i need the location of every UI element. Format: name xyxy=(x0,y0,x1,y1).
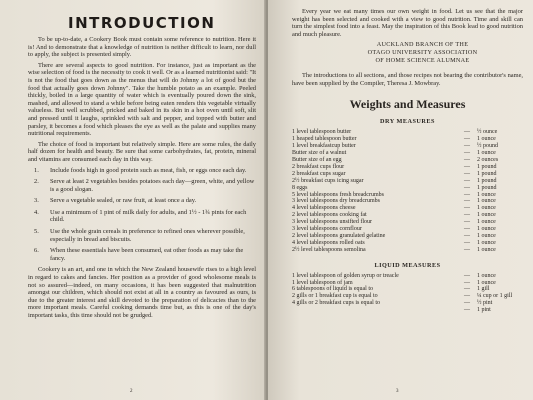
dash-separator: — xyxy=(464,205,470,212)
table-row xyxy=(292,164,523,171)
measure-cell: 2 breakfast cups sugar xyxy=(292,170,346,177)
dash-separator: — xyxy=(464,129,470,136)
dash-separator: — xyxy=(464,143,470,150)
table-row xyxy=(292,157,523,164)
dash-separator: — xyxy=(464,219,470,226)
dash-separator: — xyxy=(464,191,470,198)
equivalent-cell: 1 ounce xyxy=(477,150,496,157)
equivalent-cell: 2 ounces xyxy=(477,156,499,163)
equivalent-cell: 1 pint xyxy=(477,307,491,314)
table-row xyxy=(292,129,523,136)
measure-cell: 2½ level tablespoons semolina xyxy=(292,246,366,253)
measure-cell: 2 level tablespoons cooking fat xyxy=(292,212,367,219)
rule-text: When these essentials have been consumed, eat other foods as may take the fancy. xyxy=(50,247,244,262)
measure-cell: 2 level tablespoons granulated gelatine xyxy=(292,232,386,239)
dash-separator: — xyxy=(464,239,470,246)
equivalent-cell: 1 ounce xyxy=(477,212,496,219)
liquid-measures-title: LIQUID MEASURES xyxy=(374,261,441,269)
rules-list xyxy=(28,167,256,263)
measure-cell: 4 level tablespoons cheese xyxy=(292,205,356,212)
list-item: 3. Serve a vegetable sealed, or raw fruit, at least once a day. xyxy=(34,197,197,205)
table-row xyxy=(292,240,523,247)
equivalent-cell: 1 gill xyxy=(477,286,490,293)
association-line: AUCKLAND BRANCH OF THE xyxy=(376,41,469,49)
dash-separator: — xyxy=(464,136,470,143)
measure-cell xyxy=(292,307,457,314)
table-row xyxy=(292,171,523,178)
dash-separator: — xyxy=(464,307,470,314)
dash-separator: — xyxy=(464,212,470,219)
list-item: 4. Use a minimum of 1 pint of milk daily for adults, and 1½ - 1¾ pints for each child. xyxy=(34,208,247,224)
table-row xyxy=(292,192,523,199)
table-row xyxy=(292,150,523,157)
equivalent-cell: 1 pound xyxy=(477,170,497,177)
equivalent-cell: 1 ounce xyxy=(477,205,496,212)
equivalent-cell: 1 ounce xyxy=(477,136,496,143)
intro-paragraph: To be up-to-date, a Cookery Book must contain some reference to nutrition. Here it is! And to demonstrate that a knowledge of nutrition is neither difficult to learn, nor dull to apply, the subject is presented simply. xyxy=(28,36,256,59)
measure-cell: 8 eggs xyxy=(292,184,308,191)
page-number: 2 xyxy=(130,389,133,394)
measure-cell: 3 level tablespoons dry breadcrumbs xyxy=(292,198,380,205)
dash-separator: — xyxy=(464,232,470,239)
measure-cell: 5 level tablespoons fresh breadcrumbs xyxy=(292,191,384,198)
equivalent-cell: 1 ounce xyxy=(477,246,496,253)
equivalent-cell: 1 ounce xyxy=(477,191,496,198)
list-item: 1. Include foods high in good protein such as meat, fish, or eggs once each day. xyxy=(34,166,247,174)
page-number: 3 xyxy=(396,389,399,394)
equivalent-cell: ½ pint xyxy=(477,300,493,307)
dash-separator: — xyxy=(464,246,470,253)
section-heading: Weights and Measures xyxy=(349,97,466,112)
measure-cell: 1 level breakfastcup butter xyxy=(292,143,356,150)
measure-cell: Butter size of a walnut xyxy=(292,150,347,157)
dash-separator: — xyxy=(464,150,470,157)
table-row xyxy=(292,226,523,233)
measure-cell: Butter size of an egg xyxy=(292,156,342,163)
measure-cell: 2 breakfast cups flour xyxy=(292,163,345,170)
measure-cell: 4 level tablespoons rolled oats xyxy=(292,239,365,246)
equivalent-cell: ¼ cup or 1 gill xyxy=(477,293,513,300)
measure-cell: 1 level tablespoon of golden syrup or treacle xyxy=(292,272,399,279)
dash-separator: — xyxy=(464,286,470,293)
table-row xyxy=(292,178,523,185)
dash-separator: — xyxy=(464,279,470,286)
list-item: 5. Use the whole grain cereals in preference to refined ones wherever possible, especially in bread and biscuits. xyxy=(34,228,245,243)
dash-separator: — xyxy=(464,300,470,307)
measure-cell: 1 level tablespoon butter xyxy=(292,129,352,136)
intro-paragraph: There are several aspects to good nutrition. For instance, just as important as the wise selection of food is the necessity to cook it well. Or as a learned nutritionist said: "It is not the food that goes down as the menus that will do Johnny a lot of good but the food that actually goes down Johnny". Take the humble potato as an example. Peeled thickly, boiled in a large quantity of water which is eventually poured down the sink, mashed, and allowed to stand a while before being eaten renders this vegetable virtually valueless. But well scrubbed, pricked and baked in its skin in a hot oven until soft, slit and pressed until it laughs, sprinkled with salt and pepper, and topped with butter and parsley, it becomes a food which pleases the eye as well as the palate and supplies many nutritional requirements. xyxy=(28,61,257,138)
measure-cell: 3 level tablespoons unsifted flour xyxy=(292,219,372,226)
equivalent-cell: ½ pound xyxy=(477,143,498,150)
table-row xyxy=(292,198,523,205)
rule-text: Serve at least 2 vegetables besides potatoes each day—green, white, and yellow is a good slogan. xyxy=(50,178,255,193)
closing-paragraph: Cookery is an art, and one in which the New Zealand housewife rises to a high level in regard to cakes and fancies. Her position as a provider of good wholesome meals is not so assured—indeed, on many occasions, it has been suggested that malnutrition amongst our children, which should not exist at all in a country as favoured as ours, is due to the greater interest and skill devoted to the preparation of delicacies than to the more important meals. Careful cooking demands time but, as this is one of the day's important tasks, this time should not be grudged. xyxy=(28,266,256,319)
equivalent-cell: 1 ounce xyxy=(477,198,496,205)
left-page xyxy=(0,0,266,400)
compiler-note: The introductions to all sections, and those recipes not bearing the contributor's name, have been supplied by the Compiler, Theresa J. Mowbray. xyxy=(292,72,523,87)
association-signature xyxy=(292,41,523,64)
measure-cell: 4 gills or 2 breakfast cups is equal to xyxy=(292,300,380,307)
rule-text: Use the whole grain cereals in preference to refined ones wherever possible, especially in bread and biscuits. xyxy=(50,228,245,243)
measure-cell: 1 level tablespoon of jam xyxy=(292,279,353,286)
dry-measures-title: DRY MEASURES xyxy=(380,118,435,126)
table-row xyxy=(292,273,523,280)
measure-cell: 3 level tablespoons cornflour xyxy=(292,226,362,233)
dash-separator: — xyxy=(464,156,470,163)
equivalent-cell: 1 ounce xyxy=(477,232,496,239)
right-page xyxy=(268,0,533,400)
dash-separator: — xyxy=(464,170,470,177)
intro-paragraph: The choice of food is important but relatively simple. Here are some rules, the daily half dozen for health and beauty. Be sure that some carbohydrates, fat, protein, mineral and vitamins are consumed each day in this way. xyxy=(28,140,256,163)
dash-separator: — xyxy=(464,184,470,191)
page-title: INTRODUCTION xyxy=(68,14,216,32)
dash-separator: — xyxy=(464,177,470,184)
table-row xyxy=(292,247,523,254)
dash-separator: — xyxy=(464,293,470,300)
dash-separator: — xyxy=(464,226,470,233)
table-row xyxy=(292,185,523,192)
dash-separator: — xyxy=(464,163,470,170)
equivalent-cell: 1 pound xyxy=(477,184,497,191)
table-row xyxy=(292,233,523,240)
table-row xyxy=(292,219,523,226)
association-line: OF HOME SCIENCE ALUMNAE xyxy=(375,56,470,64)
equivalent-cell: 1 pound xyxy=(477,163,497,170)
rule-text: Serve a vegetable sealed, or raw fruit, at least once a day. xyxy=(50,197,197,205)
association-line: OTAGO UNIVERSITY ASSOCIATION xyxy=(367,48,478,56)
rule-text: Include foods high in good protein such as meat, fish, or eggs once each day. xyxy=(50,166,247,174)
equivalent-cell: 1 pound xyxy=(477,177,497,184)
dash-separator: — xyxy=(464,198,470,205)
dry-measures-table xyxy=(292,129,523,253)
measure-cell: 2 gills or 1 breakfast cup is equal to xyxy=(292,293,378,300)
liquid-measures-table xyxy=(292,273,523,314)
equivalent-cell: 1 ounce xyxy=(477,272,496,279)
rule-text: Use a minimum of 1 pint of milk daily for adults, and 1½ - 1¾ pints for each child. xyxy=(50,208,247,224)
equivalent-cell: 1 ounce xyxy=(477,239,496,246)
measure-cell: 1 heaped tablespoon butter xyxy=(292,136,357,143)
table-row xyxy=(292,307,523,314)
list-item: 6. When these essentials have been consumed, eat other foods as may take the fancy. xyxy=(34,247,244,262)
dash-separator: — xyxy=(464,272,470,279)
equivalent-cell: 1 ounce xyxy=(477,279,496,286)
equivalent-cell: 1 ounce xyxy=(477,226,496,233)
list-item: 2. Serve at least 2 vegetables besides potatoes each day—green, white, and yellow is a good slogan. xyxy=(34,178,255,193)
intro-paragraph: Every year we eat many times our own weight in food. Let us see that the major weight has been selected and cooked with a view to good nutrition. Time and skill can turn the simplest food into a feast. May the inspiration of this Book lead to good nutrition and much pleasure. xyxy=(292,8,523,38)
measure-cell: 2½ breakfast cups icing sugar xyxy=(292,177,364,184)
table-row xyxy=(292,300,523,307)
equivalent-cell: ½ ounce xyxy=(477,129,498,136)
equivalent-cell: 1 ounce xyxy=(477,219,496,226)
measure-cell: 6 tablespoons of liquid is equal to xyxy=(292,286,373,293)
